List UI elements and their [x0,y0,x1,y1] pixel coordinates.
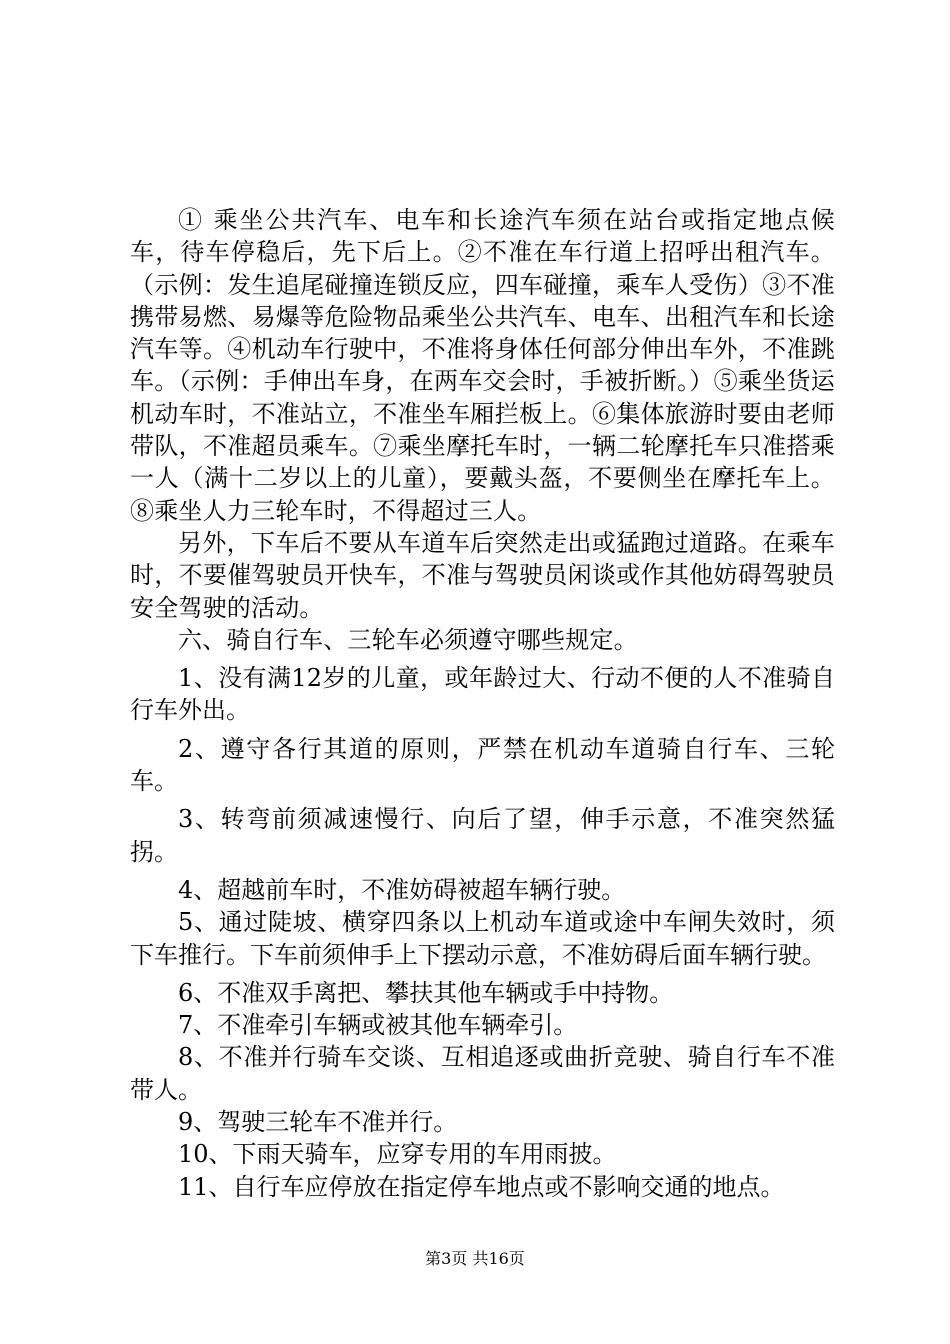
page-number-footer: 第3页 共16页 [425,1249,525,1268]
section-heading-bicycle: 六、骑自行车、三轮车必须遵守哪些规定。 [178,625,638,654]
list-item: 7、不准牵引车辆或被其他车辆牵引。 [178,1011,578,1040]
list-item: 10、下雨天骑车，应穿专用的车用雨披。 [178,1140,617,1169]
paragraph-additional-note: 另外，下车后不要从车道车后突然走出或猛跑过道路。在乘车时，不要催驾驶员开快车，不准与驾驶员闲谈或作其他妨碍驾驶员安全驾驶的活动。 [130,528,835,622]
list-item: 5、通过陡坡、横穿四条以上机动车道或途中车闸失效时，须下车推行。下车前须伸手上下摆动示意，不准妨碍后面车辆行驶。 [130,908,835,969]
list-item: 3、转弯前须减速慢行、向后了望，伸手示意，不准突然猛拐。 [130,805,835,866]
document-body [130,204,835,1203]
list-item: 6、不准双手离把、攀扶其他车辆或手中持物。 [178,978,674,1007]
paragraph-riding-rules: ① 乘坐公共汽车、电车和长途汽车须在站台或指定地点候车，待车停稳后，先下后上。②不准在车行道上招呼出租汽车。（示例：发生追尾碰撞连锁反应，四车碰撞，乘车人受伤）③不准携带易燃、易爆等危险物品乘坐公共汽车、电车、出租汽车和长途汽车等。④机动车行驶中，不准将身体任何部分伸出车外，不准跳车。（示例：手伸出车身，在两车交会时，手被折断。）⑤乘坐货运机动车时，不准站立，不准坐车厢拦板上。⑥集体旅游时要由老师带队，不准超员乘车。⑦乘坐摩托车时，一辆二轮摩托车只准搭乘一人（满十二岁以上的儿童），要戴头盔，不要侧坐在摩托车上。⑧乘坐人力三轮车时，不得超过三人。 [130,206,835,525]
list-item: 4、超越前车时，不准妨碍被超车辆行驶。 [178,875,626,904]
list-item: 2、遵守各行其道的原则，严禁在机动车道骑自行车、三轮车。 [130,734,835,796]
list-item: 9、驾驶三轮车不准并行。 [178,1108,458,1137]
list-item: 8、不准并行骑车交谈、互相追逐或曲折竞驶、骑自行车不准带人。 [130,1043,835,1104]
list-item: 11、自行车应停放在指定停车地点或不影响交通的地点。 [178,1172,785,1201]
list-item: 1、没有满12岁的儿童，或年龄过大、行动不便的人不准骑自行车外出。 [130,664,835,725]
